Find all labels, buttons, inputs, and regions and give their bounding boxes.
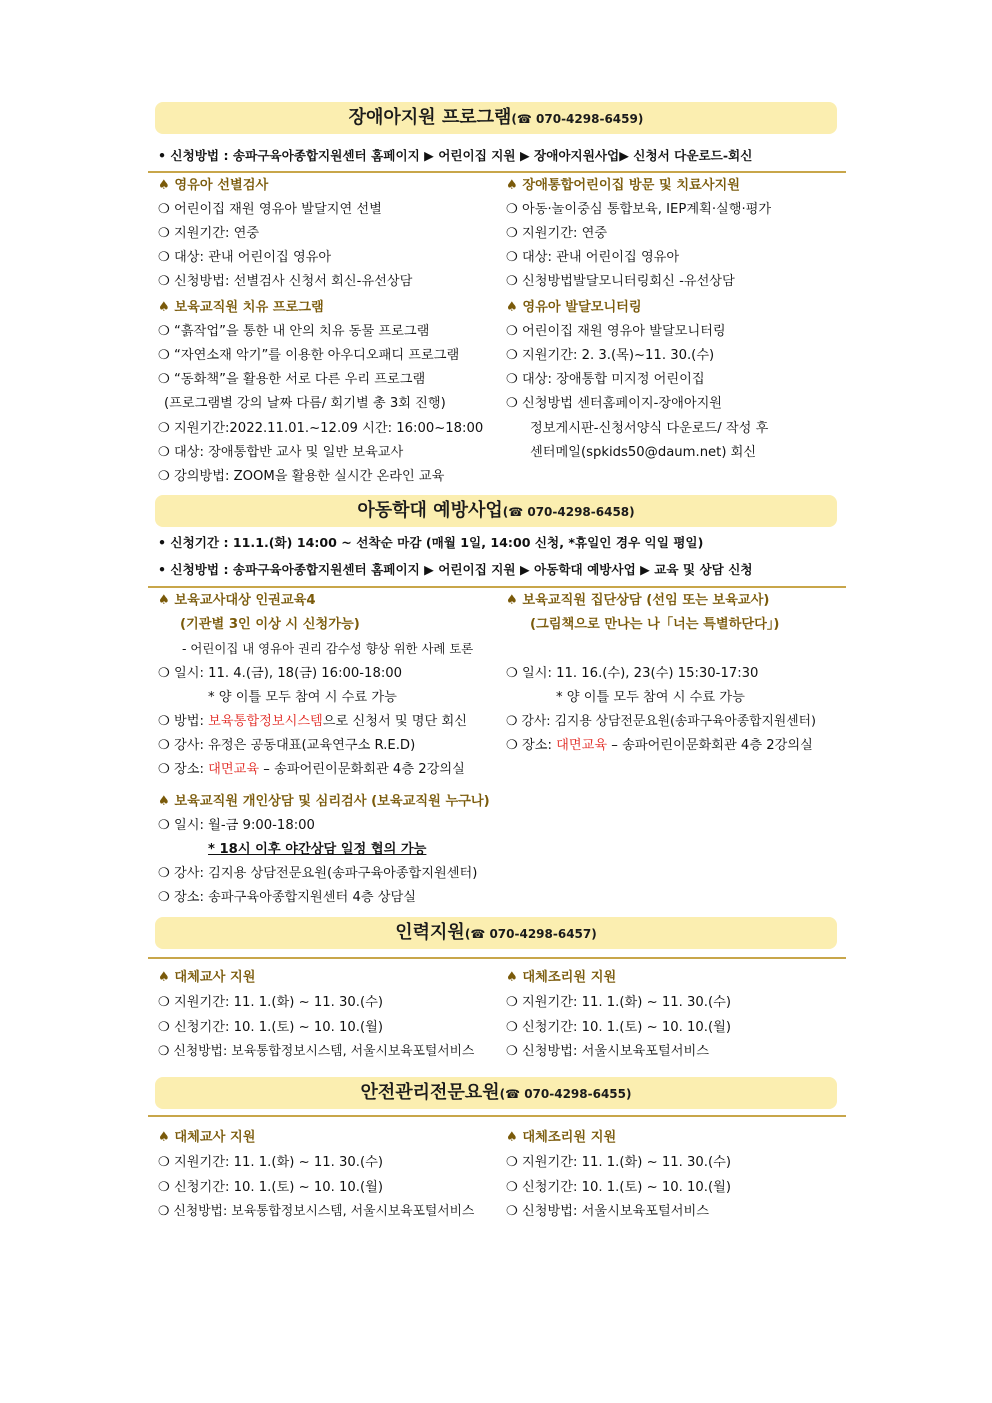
subheading: ♠ 영유아 선별검사 [158, 178, 269, 193]
list-item: ❍ 지원기간: 11. 1.(화) ~ 11. 30.(수) [158, 1155, 383, 1170]
list-item: ❍ “자연소재 악기”를 이용한 아우디오패디 프로그램 [158, 348, 460, 363]
date-item: ❍ 일시: 11. 16.(수), 23(수) 15:30-17:30 [506, 666, 759, 681]
list-item: ❍ 신청기간: 10. 1.(토) ~ 10. 10.(월) [158, 1180, 383, 1195]
list-item: ❍ 대상: 관내 어린이집 영유아 [158, 250, 332, 265]
list-item: ❍ 신청방법: 보육통합정보시스템, 서울시보육포털서비스 [158, 1204, 475, 1219]
list-item: ❍ 대상: 장애통합반 교사 및 일반 보육교사 [158, 445, 404, 460]
list-note: (프로그램별 강의 날짜 다름/ 회기별 총 3회 진행) [164, 396, 446, 411]
list-item: ❍ 신청방법: 서울시보육포털서비스 [506, 1044, 709, 1059]
section-header-safety [155, 1077, 837, 1109]
note: * 양 이틀 모두 참여 시 수료 가능 [208, 690, 397, 705]
list-item: ❍ 지원기간: 연중 [506, 226, 608, 241]
subheading-note: (그림책으로 만나는 나「너는 특별하단다」) [530, 617, 780, 632]
method-item: ❍ 방법: 보육통합정보시스템으로 신청서 및 명단 회신 [158, 714, 467, 729]
subheading-note: (기관별 3인 이상 시 신청가능) [180, 617, 360, 632]
list-item-continued: 센터메일(spkids50@daum.net) 회신 [530, 445, 757, 460]
apply-period: • 신청기간 : 11.1.(화) 14:00 ~ 선착순 마감 (매월 1일, 14:00 신청, *휴일인 경우 익일 평일) [158, 535, 704, 550]
place-item: ❍ 장소: 송파구육아종합지원센터 4층 상담실 [158, 890, 416, 905]
subheading: ♠ 보육교직원 집단상담 (선임 또는 보육교사) [506, 593, 770, 608]
section-title: 아동학대 예방사업 [357, 500, 503, 521]
section-header-staffing [155, 917, 837, 949]
apply-method: • 신청방법 : 송파구육아종합지원센터 홈페이지 ▶ 어린이집 지원 ▶ 장애아지원사업▶ 신청서 다운로드-회신 [158, 148, 753, 163]
list-item: ❍ 어린이집 재원 영유아 발달지연 선별 [158, 202, 382, 217]
date-item: ❍ 일시: 월-금 9:00-18:00 [158, 818, 315, 833]
list-item: ❍ 신청기간: 10. 1.(토) ~ 10. 10.(월) [506, 1020, 731, 1035]
subheading: ♠ 대체조리원 지원 [506, 970, 617, 985]
list-item: ❍ 신청기간: 10. 1.(토) ~ 10. 10.(월) [158, 1020, 383, 1035]
section-title: 장애아지원 프로그램 [348, 107, 512, 128]
note: * 양 이틀 모두 참여 시 수료 가능 [556, 690, 745, 705]
list-item: ❍ 지원기간: 연중 [158, 226, 260, 241]
divider [148, 1115, 846, 1117]
apply-method: • 신청방법 : 송파구육아종합지원센터 홈페이지 ▶ 어린이집 지원 ▶ 아동학대 예방사업 ▶ 교육 및 상담 신청 [158, 562, 753, 577]
lecturer-item: ❍ 강사: 김지용 상담전문요원(송파구육아종합지원센터) [158, 866, 478, 881]
section-header-disabled-support [155, 102, 837, 134]
list-item: ❍ 신청기간: 10. 1.(토) ~ 10. 10.(월) [506, 1180, 731, 1195]
list-item: ❍ “동화책”을 활용한 서로 다른 우리 프로그램 [158, 372, 426, 387]
place-item: ❍ 장소: 대면교육 – 송파어린이문화회관 4층 2강의실 [506, 738, 813, 753]
list-item: ❍ 강의방법: ZOOM을 활용한 실시간 온라인 교육 [158, 469, 445, 484]
subheading: ♠ 대체교사 지원 [158, 970, 256, 985]
subheading: ♠ 보육교직원 개인상담 및 심리검사 (보육교직원 누구나) [158, 794, 490, 809]
list-item: ❍ 지원기간: 11. 1.(화) ~ 11. 30.(수) [506, 1155, 731, 1170]
divider [148, 171, 846, 173]
section-header-child-abuse [155, 495, 837, 527]
list-item: ❍ 지원기간: 11. 1.(화) ~ 11. 30.(수) [158, 995, 383, 1010]
list-item: ❍ 지원기간: 2. 3.(목)~11. 30.(수) [506, 348, 715, 363]
subheading: ♠ 대체교사 지원 [158, 1130, 256, 1145]
subheading: ♠ 보육교직원 치유 프로그램 [158, 300, 324, 315]
list-item: ❍ 신청방법발달모니터링회신 -유선상담 [506, 274, 735, 289]
list-item: ❍ “흙작업”을 통한 내 안의 치유 동물 프로그램 [158, 324, 430, 339]
list-item: ❍ 대상: 관내 어린이집 영유아 [506, 250, 680, 265]
section-title: 안전관리전문요원 [360, 1082, 500, 1103]
divider [148, 957, 846, 959]
note: * 18시 이후 야간상담 일정 협의 가능 [208, 842, 427, 857]
subheading: ♠ 보육교사대상 인권교육4 [158, 593, 316, 608]
list-item: ❍ 신청방법: 서울시보육포털서비스 [506, 1204, 709, 1219]
list-item: ❍ 신청방법: 선별검사 신청서 회신-유선상담 [158, 274, 413, 289]
list-item: ❍ 아동·놀이중심 통합보육, IEP계획·실행·평가 [506, 202, 772, 217]
list-item: ❍ 지원기간: 11. 1.(화) ~ 11. 30.(수) [506, 995, 731, 1010]
section-phone: (☎ 070-4298-6459) [511, 112, 644, 126]
list-item: ❍ 지원기간:2022.11.01.~12.09 시간: 16:00~18:00 [158, 421, 484, 436]
section-phone: (☎ 070-4298-6457) [464, 927, 597, 941]
list-item: ❍ 대상: 장애통합 미지정 어린이집 [506, 372, 705, 387]
date-item: ❍ 일시: 11. 4.(금), 18(금) 16:00-18:00 [158, 666, 403, 681]
list-item: ❍ 어린이집 재원 영유아 발달모니터링 [506, 324, 726, 339]
subheading: ♠ 영유아 발달모니터링 [506, 300, 642, 315]
section-phone: (☎ 070-4298-6455) [499, 1087, 632, 1101]
lecturer-item: ❍ 강사: 유정은 공동대표(교육연구소 R.E.D) [158, 738, 416, 753]
list-item: ❍ 신청방법: 보육통합정보시스템, 서울시보육포털서비스 [158, 1044, 475, 1059]
divider [148, 586, 846, 588]
list-item-continued: 정보게시판-신청서양식 다운로드/ 작성 후 [530, 421, 769, 436]
subheading: ♠ 대체조리원 지원 [506, 1130, 617, 1145]
section-phone: (☎ 070-4298-6458) [502, 505, 635, 519]
place-item: ❍ 장소: 대면교육 – 송파어린이문화회관 4층 2강의실 [158, 762, 465, 777]
lecturer-item: ❍ 강사: 김지용 상담전문요원(송파구육아종합지원센터) [506, 714, 816, 729]
list-item: ❍ 신청방법 센터홈페이지-장애아지원 [506, 396, 723, 411]
subheading: ♠ 장애통합어린이집 방문 및 치료사지원 [506, 178, 741, 193]
topic: - 어린이집 내 영유아 권리 감수성 향상 위한 사례 토론 [182, 641, 474, 656]
section-title: 인력지원 [395, 922, 465, 943]
